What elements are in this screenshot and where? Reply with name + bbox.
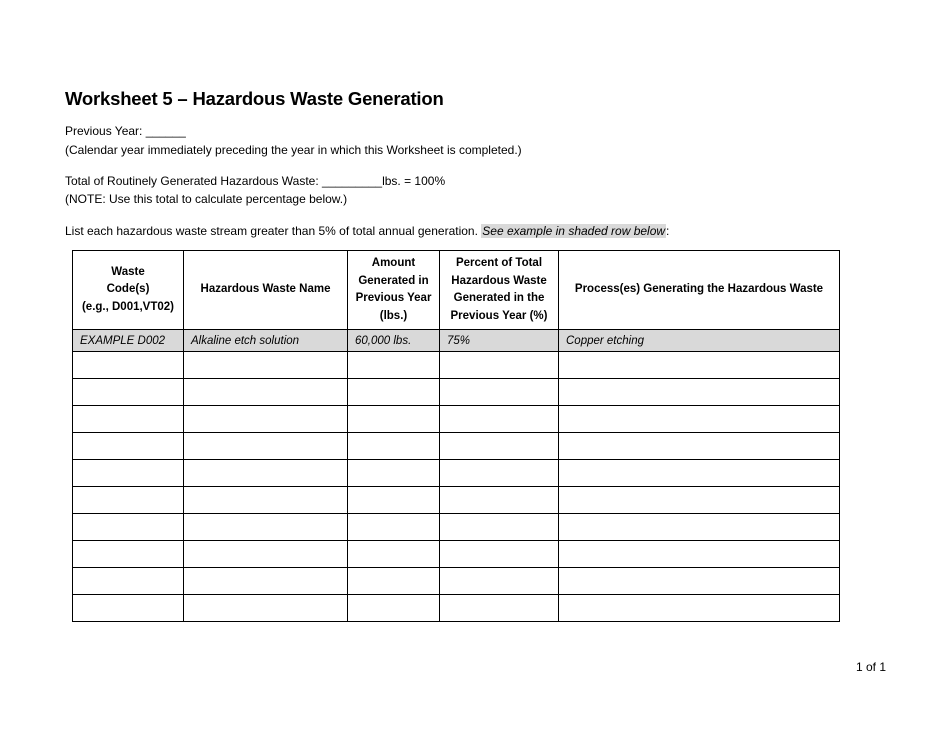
header-amount-line1: Amount <box>371 257 416 269</box>
percent-cell[interactable] <box>440 541 559 568</box>
percent-cell[interactable] <box>440 406 559 433</box>
table-row <box>73 595 840 622</box>
percent-cell[interactable] <box>440 595 559 622</box>
waste-code-cell[interactable] <box>73 352 184 379</box>
header-amount <box>348 251 440 330</box>
process-cell[interactable] <box>559 514 840 541</box>
percent-cell[interactable] <box>440 379 559 406</box>
header-percent <box>440 251 559 330</box>
waste-code-cell[interactable] <box>73 433 184 460</box>
instruction-text <box>65 224 669 238</box>
previous-year-field[interactable]: Previous Year: ______ <box>65 124 186 138</box>
header-percent-line3: Generated in the <box>453 292 545 304</box>
instruction-shaded-note: See example in shaded row below <box>482 224 666 238</box>
header-waste-code-line1: Waste <box>111 265 145 278</box>
waste-code-cell[interactable] <box>73 568 184 595</box>
total-waste-field[interactable]: Total of Routinely Generated Hazardous Waste: _________lbs. = 100% <box>65 174 446 188</box>
page-number: 1 of 1 <box>856 660 887 674</box>
amount-cell[interactable] <box>348 460 440 487</box>
header-percent-line2: Hazardous Waste <box>451 274 547 287</box>
waste-name-cell[interactable] <box>184 487 348 514</box>
table-row <box>73 433 840 460</box>
percent-cell[interactable] <box>440 514 559 541</box>
process-cell[interactable] <box>559 460 840 487</box>
header-waste-code-line2: Code(s) <box>106 283 150 296</box>
page-title: Worksheet 5 – Hazardous Waste Generation <box>65 88 444 109</box>
header-waste-code <box>73 251 184 330</box>
header-waste-code-line3: (e.g., D001,VT02) <box>81 300 175 313</box>
waste-code-cell[interactable] <box>73 379 184 406</box>
header-percent-line1: Percent of Total <box>455 257 543 269</box>
amount-cell[interactable] <box>348 568 440 595</box>
amount-cell[interactable] <box>348 406 440 433</box>
header-amount-line3: Previous Year <box>355 292 432 304</box>
header-amount-line2: Generated in <box>358 274 429 287</box>
waste-name-cell[interactable] <box>184 568 348 595</box>
process-cell[interactable] <box>559 595 840 622</box>
example-row <box>73 330 840 352</box>
amount-cell[interactable] <box>348 352 440 379</box>
waste-name-cell[interactable] <box>184 460 348 487</box>
table-row <box>73 514 840 541</box>
percent-cell[interactable] <box>440 568 559 595</box>
percent-cell[interactable] <box>440 460 559 487</box>
waste-name-cell[interactable] <box>184 433 348 460</box>
percent-cell[interactable] <box>440 487 559 514</box>
example-name-cell: Alkaline etch solution <box>184 330 348 352</box>
waste-name-cell[interactable] <box>184 352 348 379</box>
header-percent-line4: Previous Year (%) <box>450 309 548 322</box>
amount-cell[interactable] <box>348 487 440 514</box>
instruction-suffix: : <box>666 224 670 238</box>
percent-cell[interactable] <box>440 352 559 379</box>
waste-code-cell[interactable] <box>73 595 184 622</box>
table-row <box>73 379 840 406</box>
amount-cell[interactable] <box>348 379 440 406</box>
amount-cell[interactable] <box>348 433 440 460</box>
example-code-cell: EXAMPLE D002 <box>73 330 184 352</box>
waste-name-cell[interactable] <box>184 514 348 541</box>
waste-code-cell[interactable] <box>73 541 184 568</box>
table-header-row <box>73 251 840 330</box>
process-cell[interactable] <box>559 433 840 460</box>
percent-cell[interactable] <box>440 433 559 460</box>
process-cell[interactable] <box>559 541 840 568</box>
header-process: Process(es) Generating the Hazardous Waste <box>559 251 840 330</box>
example-amount-cell: 60,000 lbs. <box>348 330 440 352</box>
header-waste-name: Hazardous Waste Name <box>184 251 348 330</box>
table-row <box>73 541 840 568</box>
table-row <box>73 460 840 487</box>
process-cell[interactable] <box>559 352 840 379</box>
waste-name-cell[interactable] <box>184 541 348 568</box>
waste-code-cell[interactable] <box>73 406 184 433</box>
table-row <box>73 352 840 379</box>
waste-name-cell[interactable] <box>184 379 348 406</box>
process-cell[interactable] <box>559 568 840 595</box>
table-row <box>73 406 840 433</box>
waste-code-cell[interactable] <box>73 487 184 514</box>
amount-cell[interactable] <box>348 541 440 568</box>
waste-code-cell[interactable] <box>73 460 184 487</box>
process-cell[interactable] <box>559 406 840 433</box>
waste-generation-table <box>72 250 840 622</box>
example-process-cell: Copper etching <box>559 330 840 352</box>
process-cell[interactable] <box>559 487 840 514</box>
previous-year-note: (Calendar year immediately preceding the year in which this Worksheet is completed.) <box>65 143 522 157</box>
instruction-main: List each hazardous waste stream greater than 5% of total annual generation. <box>65 224 482 238</box>
waste-name-cell[interactable] <box>184 406 348 433</box>
amount-cell[interactable] <box>348 514 440 541</box>
total-waste-note: (NOTE: Use this total to calculate percentage below.) <box>65 192 348 206</box>
example-percent-cell: 75% <box>440 330 559 352</box>
table-row <box>73 487 840 514</box>
table-row <box>73 568 840 595</box>
header-amount-line4: (lbs.) <box>379 309 408 322</box>
waste-code-cell[interactable] <box>73 514 184 541</box>
amount-cell[interactable] <box>348 595 440 622</box>
waste-name-cell[interactable] <box>184 595 348 622</box>
process-cell[interactable] <box>559 379 840 406</box>
